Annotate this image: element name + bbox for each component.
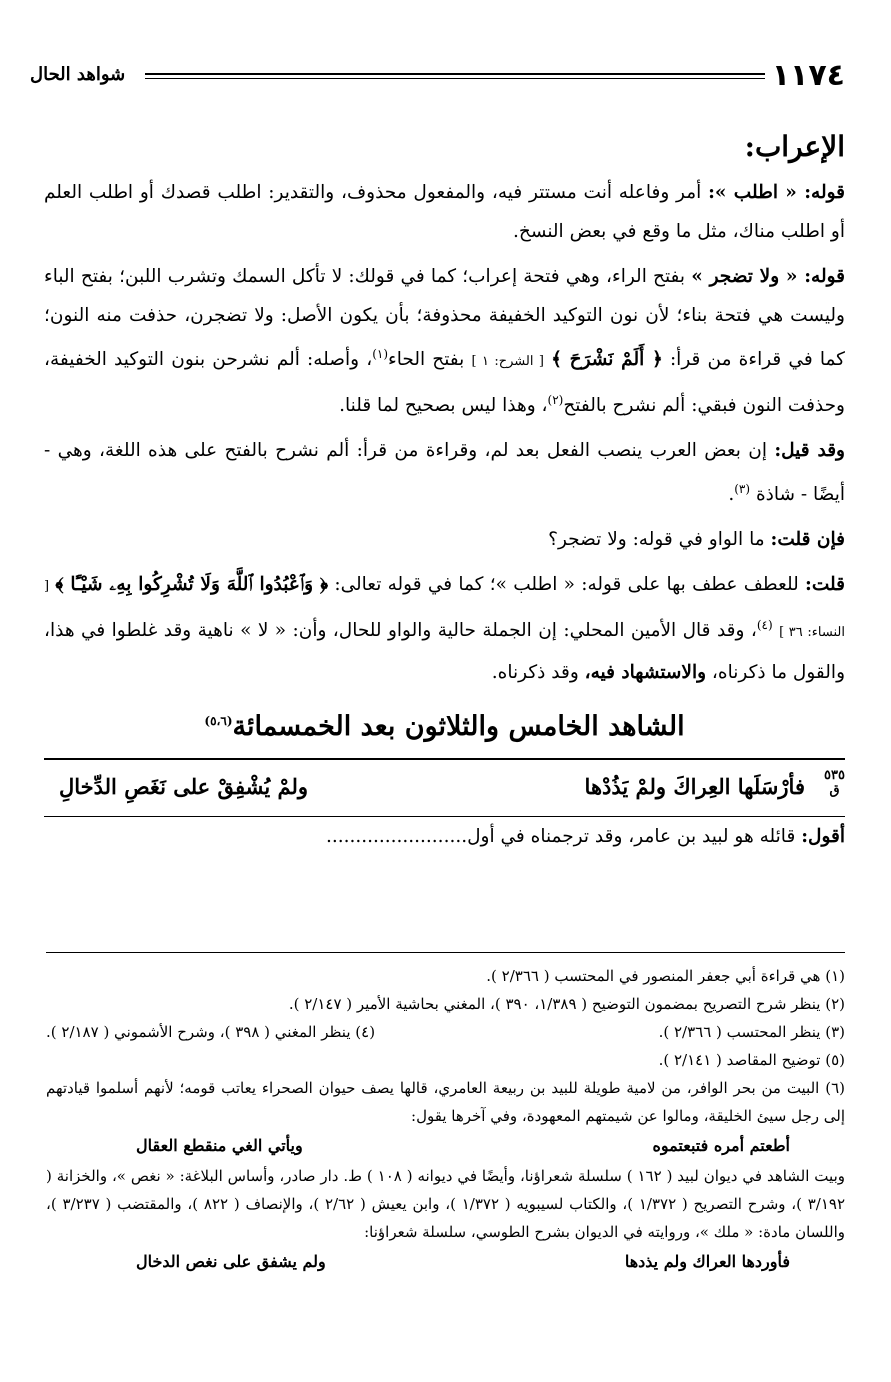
paragraph-lead: وقد قيل:: [774, 440, 845, 462]
poem-hemistich: فأوردها العراك ولم يذدها: [624, 1252, 790, 1271]
verse-box: [44, 758, 845, 817]
section-title: الإعراب:: [744, 130, 845, 163]
quran-reference: [ النساء: ٣٦ ]: [44, 579, 845, 641]
paragraph-text: ، وقد قال الأمين المحلي: إن الجملة حالية والواو للحال، وأن: « لا » ناهية وقد غلطوا في هذا، والقول ما ذكرناه،: [44, 620, 845, 683]
running-title: شواهد الحال: [30, 64, 126, 85]
footnote-marker[interactable]: (١): [372, 347, 389, 361]
main-text: [44, 125, 845, 862]
paragraph-text: ما الواو في قوله: ولا تضجر؟: [548, 529, 765, 551]
verse-hemistich-1: فأرْسَلَها العِراكَ ولمْ يَذُدْها: [584, 773, 805, 799]
verse-meter: ق: [829, 782, 840, 798]
paragraph-text: قائله هو لبيد بن عامر، وقد ترجمناه في أول........................: [325, 825, 796, 847]
footnote-5: (٥) توضيح المقاصد ( ٢/١٤١ ).: [658, 1051, 845, 1069]
header-rule: [145, 73, 765, 79]
footnote-row: [46, 1018, 845, 1046]
footnote-3: (٣) ينظر المحتسب ( ٢/٣٦٦ ).: [658, 1023, 845, 1041]
paragraph-text: للعطف عطف بها على قوله: « اطلب »؛ كما في قوله تعالى:: [334, 574, 799, 596]
poem-hemistich: أطعتم أمره فتبعتموه: [652, 1136, 790, 1155]
poem-hemistich: ولم يشفق على نغص الدخال: [136, 1252, 326, 1271]
witness-heading: [44, 698, 845, 750]
paragraph-text: أمر وفاعله أنت مستتر فيه، والمفعول محذوف، والتقدير: اطلب قصدك أو اطلب العلم أو اطلب مناك، مثل ما وقع في بعض النسخ.: [44, 182, 845, 242]
footnote-2: (٢) ينظر شرح التصريح بمضمون التوضيح ( ١/٣٨٩، ٣٩٠ )، المغني بحاشية الأمير ( ٢/١٤٧ ).: [288, 995, 845, 1013]
paragraph-3: [44, 431, 845, 514]
verse-hemistich-2: ولمْ يُشْفِقْ على نَغَصِ الدِّخالِ: [59, 773, 309, 799]
footnote-sources: وبيت الشاهد في ديوان لبيد ( ١٦٢ ) سلسلة شعراؤنا، وأيضًا في ديوانه ( ١٠٨ ) ط. دار صادر، وأساس البلاغة: « نغص »، والخزانة ( ٣/١٩٢ )، وشرح التصريح ( ١/٣٧٢ )، والكتاب لسيبويه ( ١/٣٧٢ )، وابن يعيش ( ٢/٦٢ )، والإنصاف ( ٨٢٢ )، والمقتضب ( ٣/٢٣٧ )، واللسان مادة: « ملك »، وروايته في الديوان بشرح الطوسي، سلسلة شعراؤنا:: [46, 1167, 846, 1241]
paragraph-lead: قلت:: [805, 574, 845, 596]
paragraph-text: بفتح الحاء: [388, 349, 465, 371]
footnote-marker[interactable]: (٤): [756, 618, 773, 633]
page-number: ١١٧٤: [771, 58, 845, 93]
paragraph-lead: قوله: « اطلب »:: [708, 182, 845, 203]
poem-hemistich: ويأتي الغي منقطع العقال: [136, 1136, 303, 1155]
paragraph-text: وقد ذكرناه.: [491, 661, 579, 683]
paragraph-text: إن بعض العرب ينصب الفعل بعد لم، وقراءة من قرأ: ألم نشرح بالفتح على هذه اللغة، وهي - أيضًا - شاذة: [44, 440, 845, 506]
footnote-marker[interactable]: (٣): [734, 482, 751, 497]
paragraph-text: ، وأصله: ألم نشرحن بنون التوكيد الخفيفة، وحذفت النون فبقي: ألم نشرح بالفتح: [44, 349, 845, 417]
paragraph-lead: قوله: « ولا تضجر »: [691, 266, 845, 287]
paragraph-text: .: [728, 484, 735, 506]
footnotes: [46, 948, 845, 1278]
paragraph-bold: والاستشهاد فيه،: [584, 661, 707, 683]
paragraph-5: [44, 565, 845, 691]
paragraph-2: [44, 257, 845, 425]
footnote-4: (٤) ينظر المغني ( ٣٩٨ )، وشرح الأشموني ( ٢/١٨٧ ).: [46, 1023, 376, 1041]
footnote-marker[interactable]: (٥،٦): [204, 713, 233, 728]
paragraph-4: [44, 520, 845, 559]
page-header: [30, 58, 845, 92]
footnote-marker[interactable]: (٢): [547, 393, 564, 408]
paragraph-1: [44, 173, 845, 251]
footnote-poem-1: [46, 1130, 845, 1162]
footnote-1: (١) هي قراءة أبي جعفر المنصور في المحتسب ( ٢/٣٦٦ ).: [486, 967, 845, 985]
paragraph-6: [44, 817, 845, 856]
witness-title: الشاهد الخامس والثلاثون بعد الخمسمائة: [232, 710, 685, 742]
footnote-poem-2: [46, 1246, 845, 1278]
paragraph-lead: أقول:: [801, 825, 845, 847]
footnote-6: (٦) البيت من بحر الوافر، من لامية طويلة للبيد بن ربيعة العامري، قالها يصف حيوان الصحراء يعاتب قومه؛ لأنهم أسلموا قيادتهم إلى رجل سيئ الخليقة، ومالوا عن شيمتهم المعهودة، وفي آخرها يقول:: [46, 1079, 845, 1125]
paragraph-text: ، وهذا ليس بصحيح لما قلنا.: [339, 395, 548, 417]
paragraph-lead: فإن قلت:: [770, 529, 845, 551]
quran-reference: [ الشرح: ١ ]: [471, 354, 544, 370]
verse-number-value: ٥٣٥: [824, 767, 845, 783]
paragraph-text: بفتح الراء، وهي فتحة إعراب؛ كما في قولك: لا تأكل السمك وتشرب اللبن؛ بفتح الباء وليست هي فتحة بناء؛ لأن نون التوكيد الخفيفة محذوفة؛ بأن يكون الأصل: ولا تضجرن، حذفت منه النون؛ كما في قراءة من قرأ:: [44, 266, 845, 371]
quran-quote: ﴿ وَٱعْبُدُوا ٱللَّهَ وَلَا تُشْرِكُوا بِهِۦ شَيْـًٔا ﴾: [55, 574, 329, 596]
quran-quote: ﴿ أَلَمْ نَشْرَحَ ﴾: [551, 349, 663, 371]
verse-number: [824, 768, 845, 798]
